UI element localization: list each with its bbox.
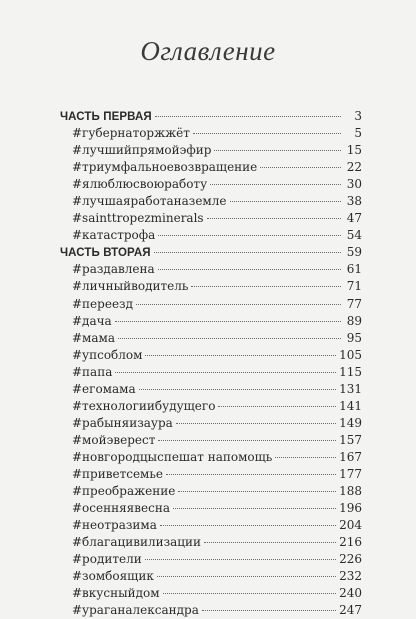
toc-entry-label: #лучшийпрямойэфир bbox=[72, 143, 212, 158]
dot-leader bbox=[145, 559, 336, 560]
dot-leader bbox=[210, 184, 341, 185]
toc-page-number: 61 bbox=[346, 262, 362, 277]
toc-page-number: 177 bbox=[339, 466, 362, 481]
toc-entry-label: #личныйводитель bbox=[72, 279, 189, 294]
toc-entry bbox=[60, 227, 362, 244]
toc-page-number: 22 bbox=[346, 160, 362, 175]
dot-leader bbox=[207, 218, 341, 219]
dot-leader bbox=[166, 474, 336, 475]
dot-leader bbox=[178, 491, 336, 492]
dot-leader bbox=[155, 116, 341, 117]
toc-page-number: 95 bbox=[346, 330, 362, 345]
dot-leader bbox=[193, 133, 341, 134]
toc-entry bbox=[60, 125, 362, 142]
toc-page-number: 77 bbox=[346, 296, 362, 311]
dot-leader bbox=[136, 304, 341, 305]
toc-entry bbox=[60, 483, 362, 500]
toc-entry bbox=[60, 568, 362, 585]
toc-entry bbox=[60, 364, 362, 381]
toc-entry-label: #папа bbox=[72, 364, 113, 379]
toc-entry bbox=[60, 517, 362, 534]
toc-entry-label: #егомама bbox=[72, 381, 136, 396]
dot-leader bbox=[158, 235, 341, 236]
page-title: Оглавление bbox=[140, 36, 276, 66]
toc-entry bbox=[60, 261, 362, 278]
toc-entry-label: ЧАСТЬ ПЕРВАЯ bbox=[60, 111, 152, 123]
toc-page-number: 131 bbox=[339, 381, 362, 396]
toc-entry bbox=[60, 159, 362, 176]
dot-leader bbox=[191, 286, 341, 287]
toc-page-number: 5 bbox=[354, 126, 362, 141]
dot-leader bbox=[157, 576, 336, 577]
toc-entry-label: #ураганалександра bbox=[72, 603, 199, 618]
toc-entry-label: #мама bbox=[72, 330, 116, 345]
toc-entry bbox=[60, 381, 362, 398]
dot-leader bbox=[163, 593, 337, 594]
toc-entry bbox=[60, 210, 362, 227]
toc-page-number: 89 bbox=[346, 313, 362, 328]
toc-page-number: 226 bbox=[339, 552, 362, 567]
toc-part-heading bbox=[60, 244, 362, 261]
toc-page-number: 204 bbox=[339, 518, 362, 533]
toc-entry-label: #sainttropezminerals bbox=[72, 211, 204, 226]
toc-page-number: 141 bbox=[339, 398, 362, 413]
toc-entry bbox=[60, 193, 362, 210]
dot-leader bbox=[115, 372, 336, 373]
toc-entry-label: #лучшаяработаназемле bbox=[72, 194, 227, 209]
toc-entry bbox=[60, 551, 362, 568]
toc-entry-label: #мойэверест bbox=[72, 432, 156, 447]
toc-entry-label: #переезд bbox=[72, 296, 133, 311]
toc-page-number: 38 bbox=[346, 194, 362, 209]
dot-leader bbox=[160, 525, 336, 526]
dot-leader bbox=[176, 423, 336, 424]
toc-entry-label: #преображение bbox=[72, 484, 176, 499]
toc-page-number: 240 bbox=[339, 586, 362, 601]
toc-entry-label: #зомбоящик bbox=[72, 569, 154, 584]
toc-entry bbox=[60, 142, 362, 159]
toc-entry bbox=[60, 398, 362, 415]
toc-entry bbox=[60, 602, 362, 619]
dot-leader bbox=[218, 406, 336, 407]
toc-page-number: 59 bbox=[346, 245, 362, 260]
toc-entry-label: #неотразима bbox=[72, 518, 157, 533]
dot-leader bbox=[275, 457, 336, 458]
toc-entry bbox=[60, 313, 362, 330]
dot-leader bbox=[139, 389, 336, 390]
toc-page-number: 188 bbox=[339, 484, 362, 499]
toc-page-number: 157 bbox=[339, 432, 362, 447]
toc-page-number: 196 bbox=[339, 501, 362, 516]
toc-entry bbox=[60, 449, 362, 466]
toc-entry-label: #раздавлена bbox=[72, 262, 155, 277]
dot-leader bbox=[118, 338, 341, 339]
toc-entry-label: #рабыняизаура bbox=[72, 415, 173, 430]
toc-entry bbox=[60, 296, 362, 313]
toc-page-number: 3 bbox=[354, 109, 362, 123]
toc-page-number: 71 bbox=[346, 279, 362, 294]
dot-leader bbox=[202, 610, 336, 611]
toc-page-number: 247 bbox=[339, 603, 362, 618]
dot-leader bbox=[173, 508, 336, 509]
toc-entry-label: ЧАСТЬ ВТОРАЯ bbox=[60, 247, 151, 260]
toc-entry bbox=[60, 534, 362, 551]
dot-leader bbox=[115, 321, 341, 322]
toc-page-number: 232 bbox=[339, 569, 362, 584]
toc-entry bbox=[60, 500, 362, 517]
dot-leader bbox=[145, 355, 336, 356]
toc-entry-label: #губернаторжжёт bbox=[72, 126, 190, 141]
toc-entry-label: #благацивилизации bbox=[72, 535, 201, 550]
toc-entry bbox=[60, 432, 362, 449]
toc-page-number: 47 bbox=[346, 211, 362, 226]
toc-entry-label: #упсоблом bbox=[72, 347, 143, 362]
toc-entry-label: #триумфальноевозвращение bbox=[72, 160, 258, 175]
toc-entry-label: #технологиибудущего bbox=[72, 398, 216, 413]
toc-entry-label: #катастрофа bbox=[72, 228, 156, 243]
toc-entry-label: #осенняявесна bbox=[72, 501, 170, 516]
toc-page-number: 30 bbox=[346, 177, 362, 192]
toc-page-number: 105 bbox=[339, 347, 362, 362]
dot-leader bbox=[230, 201, 342, 202]
toc-page-number: 115 bbox=[339, 364, 362, 379]
toc-entry-label: #родители bbox=[72, 552, 142, 567]
toc-page-number: 167 bbox=[339, 449, 362, 464]
toc-entry bbox=[60, 585, 362, 602]
toc-entry-label: #дача bbox=[72, 313, 112, 328]
toc-entry bbox=[60, 278, 362, 295]
toc-entry bbox=[60, 347, 362, 364]
dot-leader bbox=[158, 440, 336, 441]
toc-entry-label: #новгородцыспешат напомощь bbox=[72, 449, 273, 464]
toc-entry-label: #ялюблюсвоюработу bbox=[72, 177, 208, 192]
toc-entry-label: #приветсемье bbox=[72, 466, 164, 481]
dot-leader bbox=[260, 167, 341, 168]
toc-entry bbox=[60, 466, 362, 483]
toc-page-number: 15 bbox=[346, 143, 362, 158]
dot-leader bbox=[154, 252, 341, 253]
toc-page-number: 149 bbox=[339, 415, 362, 430]
table-of-contents bbox=[60, 108, 362, 619]
toc-page-number: 54 bbox=[346, 228, 362, 243]
toc-entry bbox=[60, 176, 362, 193]
toc-entry bbox=[60, 330, 362, 347]
toc-page-number: 216 bbox=[339, 535, 362, 550]
toc-part-heading bbox=[60, 108, 362, 125]
dot-leader bbox=[158, 269, 341, 270]
toc-entry-label: #вкусныйдом bbox=[72, 586, 160, 601]
dot-leader bbox=[214, 150, 341, 151]
toc-entry bbox=[60, 415, 362, 432]
dot-leader bbox=[204, 542, 336, 543]
